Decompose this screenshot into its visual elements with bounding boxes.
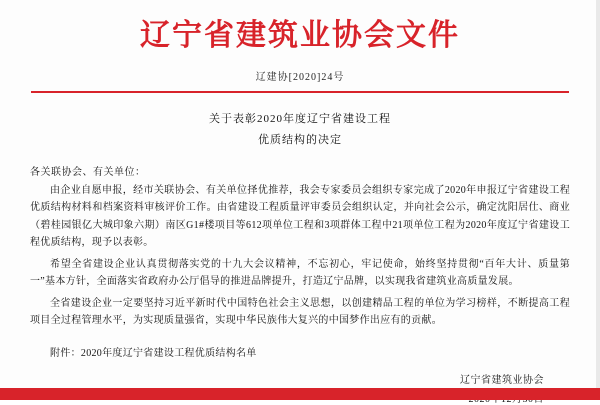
document-number: 辽建协[2020]24号 <box>255 72 345 83</box>
signature-organization: 辽宁省建筑业协会 <box>460 374 544 386</box>
red-divider-rule <box>31 91 569 93</box>
salutation: 各关联协会、有关单位： <box>30 166 146 178</box>
attachment-line: 附件：2020年度辽宁省建设工程优质结构名单 <box>50 347 257 359</box>
document-body <box>0 163 600 405</box>
document-subject <box>0 109 600 151</box>
body-paragraph-1: 由企业自愿申报，经市关联协会、有关单位择优推荐，我会专家委员会组织专家完成了2020年申报辽宁省建设工程优质结构材料和档案资料审核评价工作。由省建设工程质量评审委员会组织认定，并向社会公示，确定沈阳居仕、商业（碧桂园银亿大城印象六期）南区G1#楼项目等612项单位工程和3项群体工程中21项单位工程为2020年度辽宁省建设工程优质结构，现予以表彰。 <box>30 184 570 249</box>
document-title: 辽宁省建筑业协会文件 <box>140 19 460 52</box>
subject-line-1: 关于表彰2020年度辽宁省建设工程 <box>209 113 391 125</box>
page-edge-shadow <box>596 0 600 400</box>
body-paragraph-3: 全省建设企业一定要坚持习近平新时代中国特色社会主义思想，以创建精品工程的单位为学习榜样，不断提高工程项目全过程管理水平，为实现质量强省，实现中华民族伟大复兴的中国梦作出应有的贡献。 <box>30 297 570 327</box>
body-paragraph-2: 希望全省建设企业认真贯彻落实党的十九大会议精神，不忘初心，牢记使命，始终坚持贯彻“百年大计、质量第一”基本方针，全面落实省政府办公厅倡导的推进品牌提升，打造辽宁品牌，以实现我省建筑业高质量发展。 <box>30 258 570 288</box>
footer-red-band <box>0 388 600 400</box>
subject-line-2: 优质结构的决定 <box>258 133 342 146</box>
